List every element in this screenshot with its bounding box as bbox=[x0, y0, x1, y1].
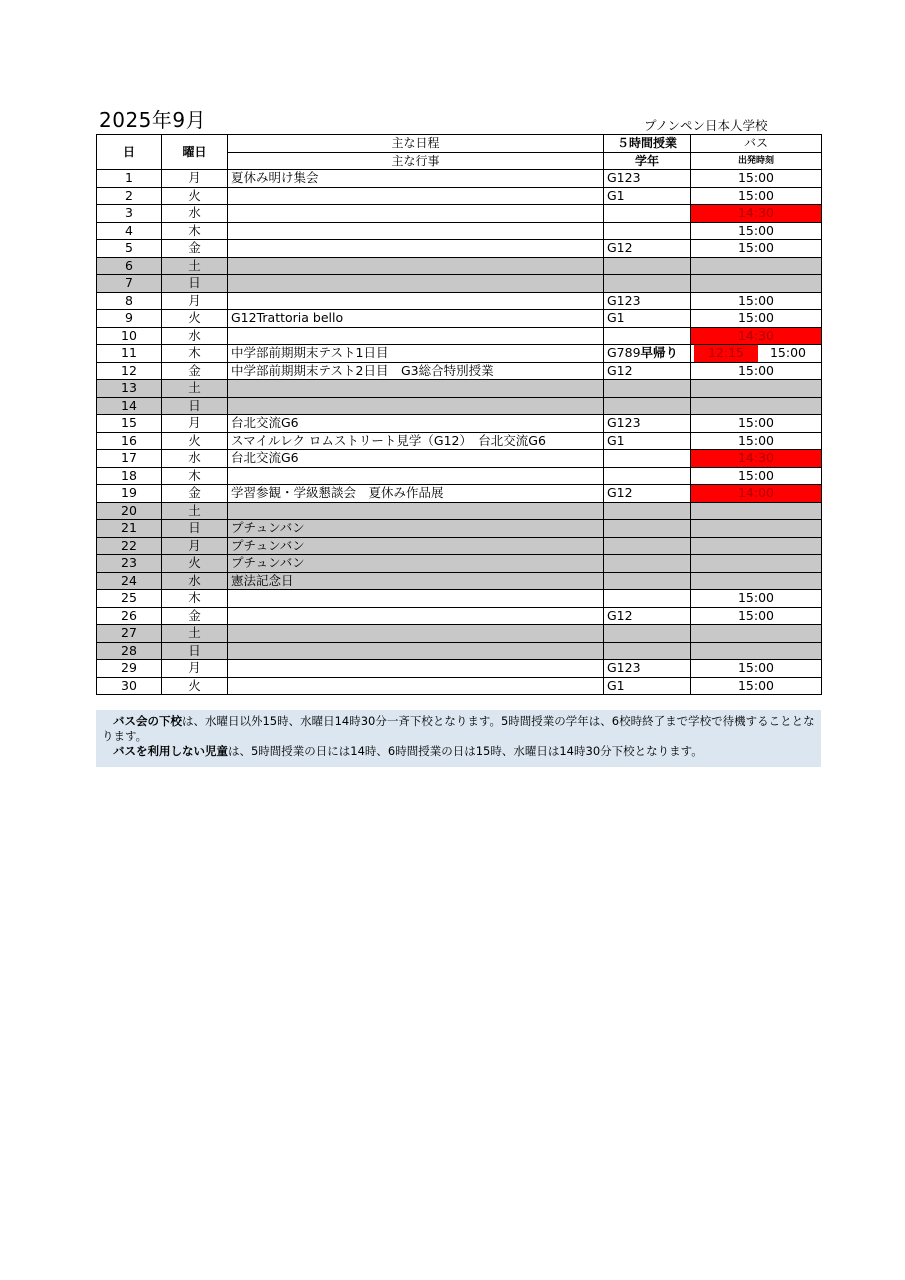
bus-cell bbox=[691, 257, 822, 275]
bus-cell bbox=[691, 502, 822, 520]
day-cell: 28 bbox=[97, 642, 162, 660]
table-row bbox=[97, 362, 822, 380]
grade-cell bbox=[604, 397, 691, 415]
grade-cell: G123 bbox=[604, 170, 691, 188]
bus-cell bbox=[691, 397, 822, 415]
schedule-table bbox=[96, 134, 822, 695]
day-cell: 3 bbox=[97, 205, 162, 223]
grade-cell bbox=[604, 380, 691, 398]
table-row bbox=[97, 292, 822, 310]
table-row bbox=[97, 170, 822, 188]
weekday-cell: 火 bbox=[162, 432, 228, 450]
weekday-cell: 土 bbox=[162, 380, 228, 398]
header-day: 日 bbox=[97, 135, 162, 170]
table-row bbox=[97, 432, 822, 450]
grade-text: G789 bbox=[607, 345, 641, 361]
weekday-cell: 日 bbox=[162, 275, 228, 293]
grade-cell bbox=[604, 642, 691, 660]
table-row bbox=[97, 467, 822, 485]
event-cell bbox=[228, 590, 604, 608]
note-2-bold: バスを利用しない児童 bbox=[112, 744, 228, 758]
day-cell: 24 bbox=[97, 572, 162, 590]
school-name: プノンペン日本人学校 bbox=[644, 118, 768, 133]
weekday-cell: 金 bbox=[162, 607, 228, 625]
bus-cell: 15:00 bbox=[691, 432, 822, 450]
bus-cell bbox=[691, 380, 822, 398]
weekday-cell: 水 bbox=[162, 572, 228, 590]
weekday-cell: 木 bbox=[162, 222, 228, 240]
event-cell: 学習参観・学級懇談会 夏休み作品展 bbox=[228, 485, 604, 503]
event-cell bbox=[228, 625, 604, 643]
page-title: 2025年9月 bbox=[99, 108, 207, 132]
weekday-cell: 月 bbox=[162, 415, 228, 433]
header-grade: 学年 bbox=[604, 152, 691, 170]
weekday-cell: 日 bbox=[162, 397, 228, 415]
bus-cell: 14:30 bbox=[691, 450, 822, 468]
note-line-2 bbox=[102, 744, 815, 759]
bus-cell bbox=[691, 275, 822, 293]
grade-cell bbox=[604, 555, 691, 573]
day-cell: 23 bbox=[97, 555, 162, 573]
weekday-cell: 火 bbox=[162, 310, 228, 328]
table-row bbox=[97, 555, 822, 573]
weekday-cell: 木 bbox=[162, 467, 228, 485]
weekday-cell: 金 bbox=[162, 485, 228, 503]
event-cell: スマイルレク ロムストリート見学（G12） 台北交流G6 bbox=[228, 432, 604, 450]
grade-cell bbox=[604, 590, 691, 608]
grade-cell bbox=[604, 257, 691, 275]
event-cell bbox=[228, 187, 604, 205]
bus-cell: 15:00 bbox=[691, 590, 822, 608]
bus-cell bbox=[691, 625, 822, 643]
bus-early-time: 12:15 bbox=[694, 345, 758, 362]
grade-cell: G1 bbox=[604, 677, 691, 695]
day-cell: 10 bbox=[97, 327, 162, 345]
table-row bbox=[97, 607, 822, 625]
table-row bbox=[97, 485, 822, 503]
day-cell: 26 bbox=[97, 607, 162, 625]
day-cell: 9 bbox=[97, 310, 162, 328]
weekday-cell: 月 bbox=[162, 170, 228, 188]
header-events: 主な日程 bbox=[228, 135, 604, 153]
event-cell bbox=[228, 502, 604, 520]
day-cell: 18 bbox=[97, 467, 162, 485]
early-dismissal-note: 早帰り bbox=[640, 345, 679, 361]
day-cell: 19 bbox=[97, 485, 162, 503]
bus-cell: 15:00 bbox=[691, 310, 822, 328]
event-cell: プチュンバン bbox=[228, 520, 604, 538]
event-cell bbox=[228, 222, 604, 240]
day-cell: 15 bbox=[97, 415, 162, 433]
weekday-cell: 月 bbox=[162, 292, 228, 310]
day-cell: 17 bbox=[97, 450, 162, 468]
bus-cell bbox=[691, 537, 822, 555]
header-events-sub: 主な行事 bbox=[228, 152, 604, 170]
day-cell: 14 bbox=[97, 397, 162, 415]
weekday-cell: 木 bbox=[162, 590, 228, 608]
event-cell: 中学部前期期末テスト1日目 bbox=[228, 345, 604, 363]
weekday-cell: 金 bbox=[162, 240, 228, 258]
event-cell: 夏休み明け集会 bbox=[228, 170, 604, 188]
grade-cell: G12 bbox=[604, 485, 691, 503]
bus-cell: 15:00 bbox=[691, 660, 822, 678]
event-cell: 台北交流G6 bbox=[228, 450, 604, 468]
weekday-cell: 水 bbox=[162, 450, 228, 468]
day-cell: 21 bbox=[97, 520, 162, 538]
event-cell: プチュンバン bbox=[228, 537, 604, 555]
weekday-cell: 日 bbox=[162, 642, 228, 660]
event-cell bbox=[228, 380, 604, 398]
table-row bbox=[97, 450, 822, 468]
weekday-cell: 土 bbox=[162, 502, 228, 520]
bus-cell: 15:00 bbox=[691, 170, 822, 188]
note-line-1 bbox=[102, 714, 815, 744]
table-row bbox=[97, 625, 822, 643]
table-row bbox=[97, 537, 822, 555]
table-row bbox=[97, 222, 822, 240]
weekday-cell: 日 bbox=[162, 520, 228, 538]
table-row bbox=[97, 572, 822, 590]
day-cell: 27 bbox=[97, 625, 162, 643]
table-row bbox=[97, 397, 822, 415]
event-cell bbox=[228, 205, 604, 223]
event-cell: 台北交流G6 bbox=[228, 415, 604, 433]
weekday-cell: 土 bbox=[162, 257, 228, 275]
day-cell: 7 bbox=[97, 275, 162, 293]
table-row bbox=[97, 327, 822, 345]
header-bus: バス bbox=[691, 135, 822, 153]
weekday-cell: 月 bbox=[162, 660, 228, 678]
bus-cell bbox=[691, 345, 822, 363]
bus-cell: 14:30 bbox=[691, 205, 822, 223]
grade-cell bbox=[604, 345, 691, 363]
bus-cell: 15:00 bbox=[691, 467, 822, 485]
table-row bbox=[97, 642, 822, 660]
event-cell: 憲法記念日 bbox=[228, 572, 604, 590]
grade-cell: G12 bbox=[604, 240, 691, 258]
weekday-cell: 火 bbox=[162, 555, 228, 573]
bus-time: 15:00 bbox=[758, 345, 818, 362]
day-cell: 11 bbox=[97, 345, 162, 363]
table-row bbox=[97, 345, 822, 363]
weekday-cell: 水 bbox=[162, 327, 228, 345]
grade-cell: G1 bbox=[604, 187, 691, 205]
grade-cell: G123 bbox=[604, 415, 691, 433]
grade-cell bbox=[604, 520, 691, 538]
day-cell: 12 bbox=[97, 362, 162, 380]
table-row bbox=[97, 275, 822, 293]
grade-cell bbox=[604, 502, 691, 520]
weekday-cell: 月 bbox=[162, 537, 228, 555]
bus-cell: 15:00 bbox=[691, 222, 822, 240]
table-row bbox=[97, 590, 822, 608]
day-cell: 2 bbox=[97, 187, 162, 205]
event-cell bbox=[228, 660, 604, 678]
weekday-cell: 土 bbox=[162, 625, 228, 643]
bus-cell: 15:00 bbox=[691, 607, 822, 625]
table-row bbox=[97, 502, 822, 520]
table-row bbox=[97, 257, 822, 275]
grade-cell: G12 bbox=[604, 362, 691, 380]
event-cell: G12Trattoria bello bbox=[228, 310, 604, 328]
event-cell bbox=[228, 327, 604, 345]
bus-cell: 15:00 bbox=[691, 187, 822, 205]
bus-cell bbox=[691, 642, 822, 660]
grade-cell: G123 bbox=[604, 660, 691, 678]
bus-cell: 15:00 bbox=[691, 240, 822, 258]
grade-cell bbox=[604, 537, 691, 555]
bus-cell bbox=[691, 572, 822, 590]
header-fifth-period: ５時間授業 bbox=[604, 135, 691, 153]
grade-cell: G123 bbox=[604, 292, 691, 310]
bus-cell bbox=[691, 555, 822, 573]
event-cell bbox=[228, 240, 604, 258]
weekday-cell: 火 bbox=[162, 187, 228, 205]
day-cell: 20 bbox=[97, 502, 162, 520]
weekday-cell: 火 bbox=[162, 677, 228, 695]
weekday-cell: 木 bbox=[162, 345, 228, 363]
table-row bbox=[97, 310, 822, 328]
grade-cell: G12 bbox=[604, 607, 691, 625]
grade-cell: G1 bbox=[604, 310, 691, 328]
table-row bbox=[97, 415, 822, 433]
day-cell: 30 bbox=[97, 677, 162, 695]
event-cell: プチュンバン bbox=[228, 555, 604, 573]
event-cell bbox=[228, 677, 604, 695]
day-cell: 5 bbox=[97, 240, 162, 258]
event-cell bbox=[228, 292, 604, 310]
weekday-cell: 金 bbox=[162, 362, 228, 380]
header-departure-time: 出発時刻 bbox=[691, 152, 822, 170]
table-row bbox=[97, 520, 822, 538]
bus-cell: 14:30 bbox=[691, 327, 822, 345]
day-cell: 1 bbox=[97, 170, 162, 188]
weekday-cell: 水 bbox=[162, 205, 228, 223]
bus-cell: 15:00 bbox=[691, 362, 822, 380]
grade-cell bbox=[604, 327, 691, 345]
note-2-text: は、5時間授業の日には14時、6時間授業の日は15時、水曜日は14時30分下校となります。 bbox=[227, 744, 703, 758]
table-row bbox=[97, 660, 822, 678]
event-cell bbox=[228, 257, 604, 275]
day-cell: 16 bbox=[97, 432, 162, 450]
grade-cell bbox=[604, 222, 691, 240]
day-cell: 13 bbox=[97, 380, 162, 398]
table-row bbox=[97, 205, 822, 223]
day-cell: 25 bbox=[97, 590, 162, 608]
grade-cell bbox=[604, 467, 691, 485]
bus-cell bbox=[691, 520, 822, 538]
event-cell bbox=[228, 275, 604, 293]
event-cell bbox=[228, 642, 604, 660]
grade-cell bbox=[604, 450, 691, 468]
event-cell bbox=[228, 467, 604, 485]
grade-cell bbox=[604, 275, 691, 293]
day-cell: 29 bbox=[97, 660, 162, 678]
bus-cell: 15:00 bbox=[691, 292, 822, 310]
event-cell: 中学部前期期末テスト2日目 G3総合特別授業 bbox=[228, 362, 604, 380]
table-row bbox=[97, 187, 822, 205]
grade-cell bbox=[604, 572, 691, 590]
day-cell: 6 bbox=[97, 257, 162, 275]
day-cell: 22 bbox=[97, 537, 162, 555]
grade-cell bbox=[604, 625, 691, 643]
table-row bbox=[97, 240, 822, 258]
header-weekday: 曜日 bbox=[162, 135, 228, 170]
grade-cell: G1 bbox=[604, 432, 691, 450]
notes-box bbox=[96, 710, 821, 767]
note-1-bold: バス会の下校 bbox=[112, 714, 182, 728]
schedule-body bbox=[97, 170, 822, 695]
grade-cell bbox=[604, 205, 691, 223]
bus-cell: 15:00 bbox=[691, 677, 822, 695]
bus-cell: 14:00 bbox=[691, 485, 822, 503]
bus-cell: 15:00 bbox=[691, 415, 822, 433]
day-cell: 4 bbox=[97, 222, 162, 240]
note-1-text: は、水曜日以外15時、水曜日14時30分一斉下校となります。5時間授業の学年は、6校時終了まで学校で待機することとなります。 bbox=[102, 714, 815, 743]
event-cell bbox=[228, 397, 604, 415]
table-row bbox=[97, 677, 822, 695]
event-cell bbox=[228, 607, 604, 625]
day-cell: 8 bbox=[97, 292, 162, 310]
table-row bbox=[97, 380, 822, 398]
